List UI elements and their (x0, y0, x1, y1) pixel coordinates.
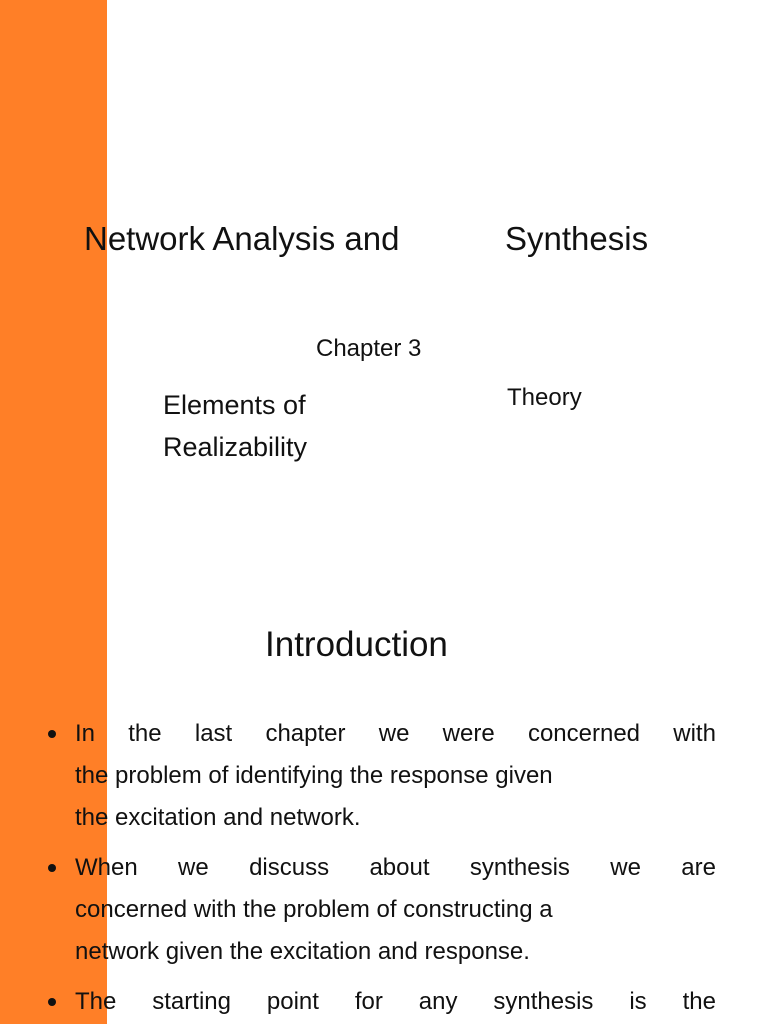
bullet-line: the problem of identifying the response given (75, 762, 553, 789)
section-heading: Introduction (265, 625, 448, 664)
bullet-dot-icon (48, 864, 56, 872)
bullet-line: The starting point for any synthesis is the (75, 988, 716, 1015)
bullet-line: In the last chapter we were concerned with (75, 720, 716, 747)
title-text-part2: Synthesis (505, 220, 649, 257)
bullet-dot-icon (48, 998, 56, 1006)
bullet-item (40, 981, 716, 1023)
title-text-part1: Network Analysis and (84, 220, 400, 257)
bullet-line: the excitation and network. (75, 804, 361, 831)
bullet-item (40, 713, 716, 839)
chapter-label: Chapter 3 (316, 335, 422, 362)
bullet-line: concerned with the problem of constructing a (75, 896, 553, 923)
subtitle-part1: Elements of Realizability (163, 390, 308, 462)
bullet-list (40, 713, 716, 1024)
subtitle-part2: Theory (507, 384, 582, 411)
bullet-dot-icon (48, 730, 56, 738)
bullet-line: When we discuss about synthesis we are (75, 854, 716, 881)
bullet-line: network given the excitation and response. (75, 938, 530, 965)
bullet-item (40, 847, 716, 973)
